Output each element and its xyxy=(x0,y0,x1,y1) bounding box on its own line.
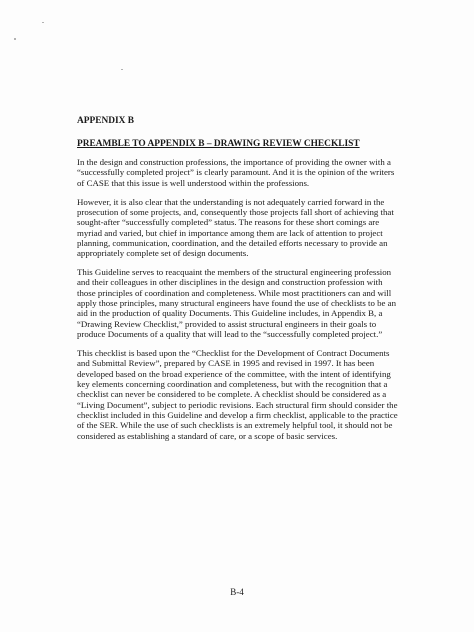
paragraph-2: However, it is also clear that the understanding is not adequately carried forward in the prosecution of some projects, and, consequently those projects fall short of achieving that sought-after “successfully completed” status. The reasons for these short comings are myriad and varied, but chief in importance among them are lack of attention to project planning, communication, coordination, and the detailed efforts necessary to provide an appropriately complete set of design documents. xyxy=(77,196,394,259)
appendix-heading: APPENDIX B xyxy=(77,116,135,126)
paragraph-4: This checklist is based upon the “Checklist for the Development of Contract Documents and Submittal Review”, prepared by CASE in 1995 and revised in 1997. It has been developed based on the broad experience of the committee, with the intent of identifying key elements concerning coordination and completeness, but with the recognition that a checklist can never be considered to be complete. A checklist should be considered as a “Living Document”, subject to periodic revisions. Each structural firm should consider the checklist included in this Guideline and develop a firm checklist, applicable to the practice of the SER. While the use of such checklists is an extremely helpful tool, it should not be considered as establishing a standard of care, or a scope of basic services. xyxy=(77,348,398,441)
document-body xyxy=(77,116,401,450)
paragraph-3: This Guideline serves to reacquaint the members of the structural engineering profession and their colleagues in other disciplines in the design and construction profession with those principles of coordination and completeness. While most practitioners can and will apply those principles, many structural engineers have found the use of checklists to be an aid in the production of quality Documents. This Guideline includes, in Appendix B, a “Drawing Review Checklist,” provided to assist structural engineers in their goals to produce Documents of a quality that will lead to the “successfully completed project.” xyxy=(77,267,397,340)
scan-speck xyxy=(14,38,16,40)
page-number: B-4 xyxy=(230,587,244,597)
scan-speck xyxy=(121,69,123,70)
section-heading: PREAMBLE TO APPENDIX B – DRAWING REVIEW CHECKLIST xyxy=(77,139,360,149)
scan-speck xyxy=(42,22,44,23)
paragraph-1: In the design and construction professions, the importance of providing the owner with a “successfully completed project” is clearly paramount. And it is the opinion of the writers of CASE that this issue is well understood within the professions. xyxy=(77,157,395,188)
